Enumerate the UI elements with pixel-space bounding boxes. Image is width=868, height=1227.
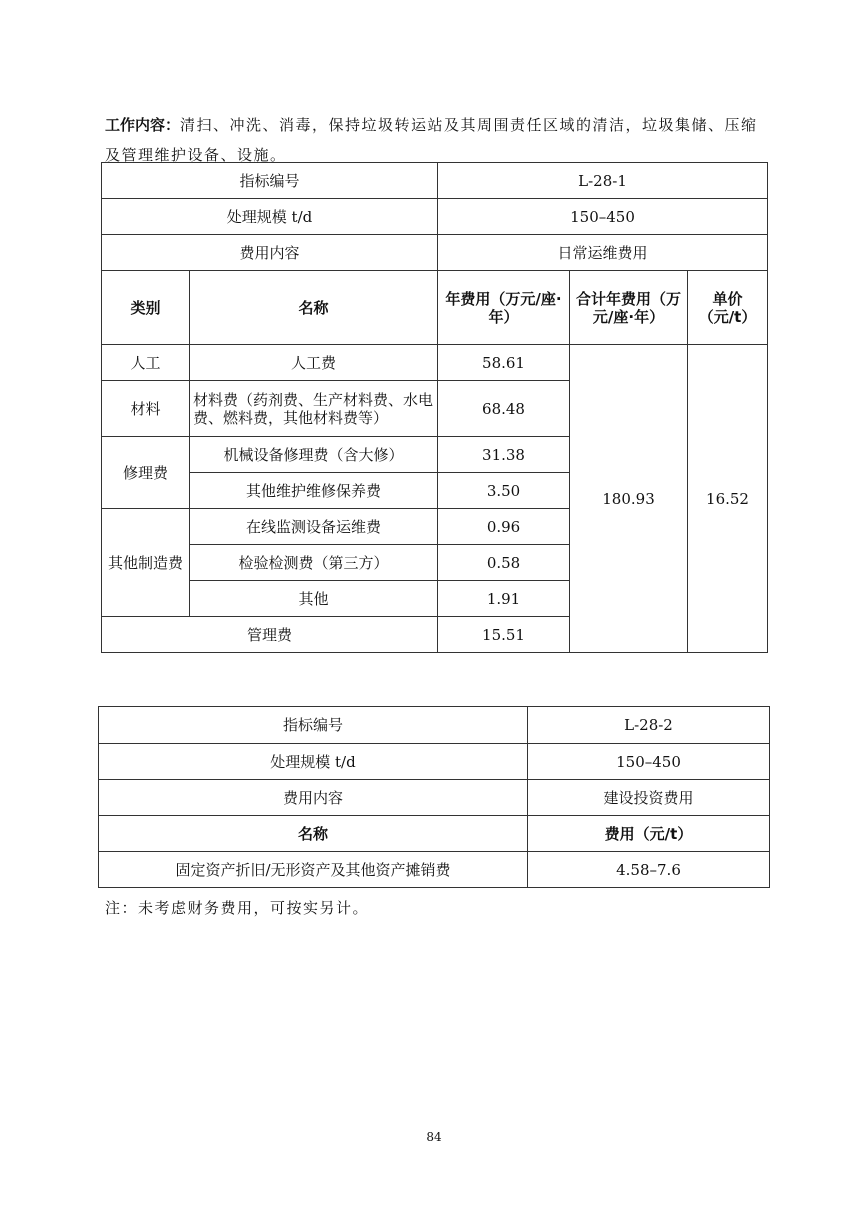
code-label: 指标编号 <box>102 163 438 199</box>
header-name: 名称 <box>99 816 528 852</box>
row-value: 0.58 <box>438 545 570 581</box>
work-content-text: 清扫、冲洗、消毒，保持垃圾转运站及其周围责任区域的清洁，垃圾集储、压缩及管理维护设备、设施。 <box>105 116 758 164</box>
row-value: 15.51 <box>438 617 570 653</box>
content-label: 费用内容 <box>102 235 438 271</box>
header-total: 合计年费用（万元/座·年） <box>570 271 688 345</box>
code-value: L-28-1 <box>438 163 768 199</box>
content-label: 费用内容 <box>99 780 528 816</box>
page-number: 84 <box>426 1130 442 1144</box>
cost-table-l28-2 <box>98 706 770 888</box>
header-annual: 年费用（万元/座·年） <box>438 271 570 345</box>
row-cost: 4.58–7.6 <box>528 852 770 888</box>
scale-label: 处理规模 t/d <box>99 744 528 780</box>
row-value: 0.96 <box>438 509 570 545</box>
row-value: 3.50 <box>438 473 570 509</box>
row-category: 其他制造费 <box>102 509 190 617</box>
row-category: 人工 <box>102 345 190 381</box>
header-cost: 费用（元/t） <box>528 816 770 852</box>
scale-label: 处理规模 t/d <box>102 199 438 235</box>
row-value: 58.61 <box>438 345 570 381</box>
row-category: 修理费 <box>102 437 190 509</box>
header-unit-price: 单价（元/t） <box>688 271 768 345</box>
content-value: 日常运维费用 <box>438 235 768 271</box>
row-name: 机械设备修理费（含大修） <box>190 437 438 473</box>
unit-price: 16.52 <box>688 345 768 653</box>
scale-value: 150–450 <box>528 744 770 780</box>
content-value: 建设投资费用 <box>528 780 770 816</box>
row-name: 人工费 <box>190 345 438 381</box>
header-name: 名称 <box>190 271 438 345</box>
row-name: 材料费（药剂费、生产材料费、水电费、燃料费，其他材料费等） <box>190 381 438 437</box>
row-category: 材料 <box>102 381 190 437</box>
row-value: 31.38 <box>438 437 570 473</box>
row-value: 68.48 <box>438 381 570 437</box>
row-value: 1.91 <box>438 581 570 617</box>
row-name: 检验检测费（第三方） <box>190 545 438 581</box>
table-row <box>102 345 768 381</box>
row-name: 固定资产折旧/无形资产及其他资产摊销费 <box>99 852 528 888</box>
code-label: 指标编号 <box>99 707 528 744</box>
footnote: 注：未考虑财务费用，可按实另计。 <box>105 899 370 917</box>
header-category: 类别 <box>102 271 190 345</box>
row-name: 在线监测设备运维费 <box>190 509 438 545</box>
total-annual-cost: 180.93 <box>570 345 688 653</box>
row-name: 其他维护维修保养费 <box>190 473 438 509</box>
scale-value: 150–450 <box>438 199 768 235</box>
work-content <box>105 110 770 170</box>
work-content-label: 工作内容： <box>105 116 181 134</box>
row-category: 管理费 <box>102 617 438 653</box>
code-value: L-28-2 <box>528 707 770 744</box>
table-row <box>99 852 770 888</box>
row-name: 其他 <box>190 581 438 617</box>
cost-table-l28-1 <box>101 162 768 653</box>
